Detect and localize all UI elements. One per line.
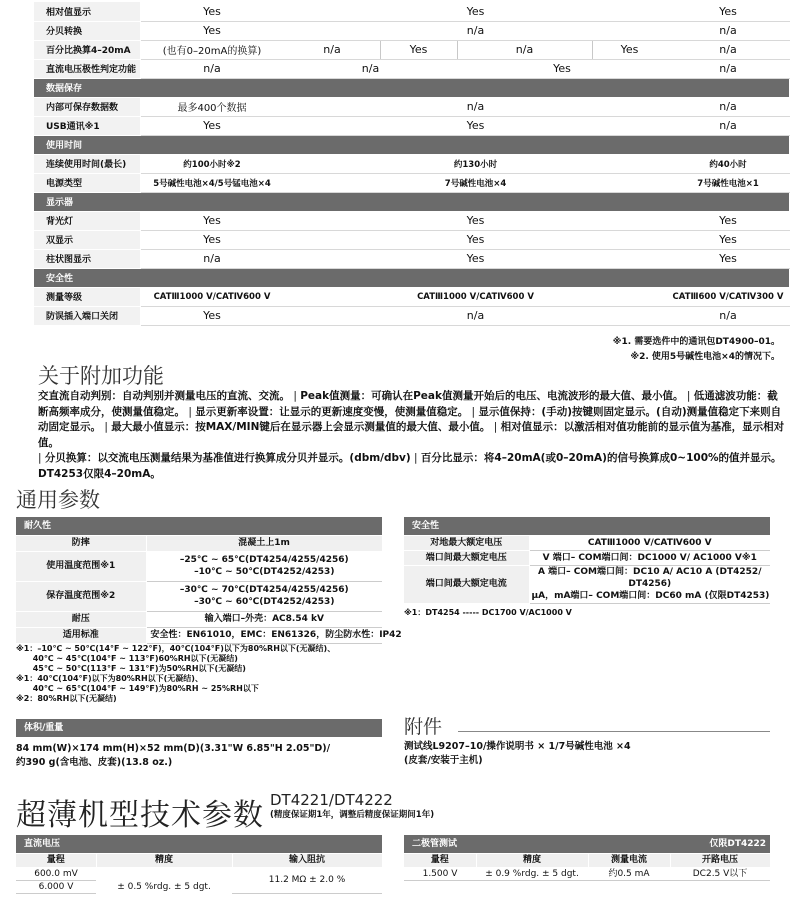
standard-value: 安全性：EN61010，EMC：EN61326，防尘防水性：IP42 — [146, 627, 382, 643]
safety-note: ※1：DT4254 ----- DC1700 V/AC1000 V — [404, 608, 572, 617]
cell: Yes — [140, 2, 284, 21]
dcv-header: 直流电压 — [16, 835, 382, 853]
spec-row-cat — [34, 287, 789, 306]
general-title: 通用参数 — [16, 488, 100, 512]
feature-key: 显示更新率设置 — [195, 405, 269, 418]
feature-desc: ：自动判别并测量电压的直流、交流。 — [111, 390, 290, 402]
dcv-impedance-2 — [232, 893, 382, 899]
size-header: 体积/重量 — [16, 719, 382, 737]
spec-table — [34, 2, 790, 326]
cell: Yes — [667, 249, 789, 268]
features-title: 关于附加功能 — [38, 364, 164, 388]
cell: n/a — [667, 116, 789, 135]
features-text: 交直流自动判别：自动判别并测量电压的直流、交流。 | Peak值测量：可确认在Peak值测量开始后的电压、电流波形的最大值、最小值。 | 低通滤波功能：截断高频率成分，使测量值稳定。 | 显示更新率设置：让显示的更新速度变慢，使测量值稳定。 | 显示值保持：(手动)按键则固定显示。(自动)测量值稳定下来则自动固定显示。 | 最大最小值显示：按MAX/MIN键后在显示器上会显示测量值的最大值、最小值。 | 相对值显示：以激活相对值功能前的显示值为基准，显示相对值。 | 分贝换算：以交流电压测量结果为基准值进行换算成分贝并显示。(dbm/dbv) | 百分比显示：将4–20mA(或0–20mA)的信号换算成0~100%的值并显示。DT4253仅限4–20mA。 — [38, 390, 785, 480]
row-label: 相对值显示 — [34, 2, 140, 21]
cell: n/a — [667, 97, 789, 116]
cell: Yes — [284, 211, 667, 230]
spec-row-memory — [34, 97, 789, 116]
feature-key: 分贝换算 — [44, 452, 87, 464]
spec-row-db — [34, 21, 789, 40]
diode-current: 约0.5 mA — [588, 867, 670, 880]
diode-only: 仅限DT4222 — [588, 835, 770, 853]
spec-row-dual — [34, 230, 789, 249]
row-label: 双显示 — [34, 230, 140, 249]
feature-key: 百分比显示 — [420, 452, 474, 464]
diode-header: 二极管测试 — [404, 835, 588, 853]
cell: n/a — [284, 59, 457, 78]
feature-desc: ：将4–20mA(或0–20mA)的信号换算成0~100%的值并显示。DT4253仅限4–20mA。 — [38, 452, 782, 480]
dcv-accuracy: ± 0.5 %rdg. ± 5 dgt. — [96, 867, 232, 899]
cell: 7号碱性电池×1 — [667, 173, 789, 192]
cell: CATⅢ600 V/CATⅣ300 V — [667, 287, 789, 306]
spec-row-relative — [34, 2, 789, 21]
row-label: 柱状图显示 — [34, 249, 140, 268]
thin-warranty: (精度保证期1年，调整后精度保证期间1年) — [270, 810, 435, 820]
dcv-range-1: 600.0 mV — [16, 867, 96, 880]
dcv-range-3 — [16, 893, 96, 899]
row-label: 测量等级 — [34, 287, 140, 306]
safety-table — [404, 517, 770, 604]
diode-col-cur: 测量电流 — [588, 853, 670, 867]
cell: Yes — [667, 211, 789, 230]
cell: n/a — [140, 59, 284, 78]
accessories-title: 附件 — [404, 716, 443, 738]
safety-header: 安全性 — [404, 517, 770, 535]
cell: Yes — [592, 40, 667, 59]
row-label: USB通讯※1 — [34, 116, 140, 135]
withstand-value: 输入端口–外壳：AC8.54 kV — [146, 611, 382, 627]
cell: Yes — [140, 306, 284, 325]
dcv-col-range: 量程 — [16, 853, 96, 867]
dcv-col-acc: 精度 — [96, 853, 232, 867]
feature-key: 显示值保持 — [478, 405, 531, 418]
dcv-range-2: 6.000 V — [16, 880, 96, 893]
temp-use-label: 使用温度范围※1 — [16, 551, 146, 581]
diode-col-range: 量程 — [404, 853, 476, 867]
dcv-col-imp: 输入阻抗 — [232, 853, 382, 867]
cell: n/a — [284, 97, 667, 116]
feature-desc: ：以激活相对值功能前的显示值为基准，显示相对值。 — [38, 421, 785, 449]
feature-desc: ：(手动)按键则固定显示。(自动)测量值稳定下来则自动固定显示。 — [38, 405, 782, 433]
cell: Yes — [140, 116, 284, 135]
feature-desc: ：可确认在Peak值测量开始后的电压、电流波形的最大值、最小值。 — [360, 390, 684, 402]
temp-use-value: –25℃ ~ 65℃(DT4254/4255/4256) –10℃ ~ 50℃(DT4252/4253) — [146, 551, 382, 581]
feature-desc: ：截断高频率成分，使测量值稳定。 — [38, 390, 778, 418]
spec-note-1: ※1. 需要选件中的通讯包DT4900–01。 — [612, 337, 780, 347]
cell: n/a — [140, 249, 284, 268]
cell: 约100小时※2 — [140, 154, 284, 173]
cell: n/a — [457, 40, 592, 59]
feature-desc: ：按MAX/MIN键后在显示器上会显示测量值的最大值、最小值。 — [184, 421, 491, 433]
cell: 最多400个数据 — [140, 97, 284, 116]
diode-range: 1.500 V — [404, 867, 476, 880]
spec-row-pct — [34, 40, 789, 59]
row-label: 电源类型 — [34, 173, 140, 192]
cell: n/a — [667, 306, 789, 325]
cell: n/a — [284, 306, 667, 325]
section-display: 显示器 — [34, 192, 789, 211]
feature-key: Peak值测量 — [300, 390, 361, 402]
size-line2: 约390 g(含电池、皮套)(13.8 oz.) — [16, 757, 173, 768]
section-runtime: 使用时间 — [34, 135, 789, 154]
durability-footnotes: ※1：–10℃ ~ 50℃(14°F ~ 122°F)，40℃(104°F)以下为80%RH以下(无凝结)、 40℃ ~ 45℃(104°F ~ 113°F)60%RH以下(无凝结) 45℃ ~ 50℃(113°F ~ 131°F)为50%RH以下(无凝结) ※1：40℃(104°F)以下为80%RH以下(无凝结)、 40℃ ~ 65℃(104°F ~ 149°F)为80%RH ~ 25%RH以下 ※2：80%RH以下(无凝结) — [16, 644, 336, 703]
section-data-save: 数据保存 — [34, 78, 789, 97]
cell: (也有0–20mA的换算) — [140, 40, 284, 59]
spec-row-backlight — [34, 211, 789, 230]
section-safety: 安全性 — [34, 268, 789, 287]
cell: Yes — [284, 116, 667, 135]
cell: 5号碱性电池×4/5号锰电池×4 — [140, 173, 284, 192]
feature-key: 交直流自动判别 — [38, 390, 112, 402]
diode-accuracy: ± 0.9 %rdg. ± 5 dgt. — [476, 867, 588, 880]
size-line1: 84 mm(W)×174 mm(H)×52 mm(D)(3.31"W 6.85"H 2.05"D)/ — [16, 743, 331, 754]
cell: 约40小时 — [667, 154, 789, 173]
temp-store-value: –30℃ ~ 70℃(DT4254/4255/4256) –30℃ ~ 60℃(DT4252/4253) — [146, 581, 382, 611]
cell: CATⅢ1000 V/CATⅣ600 V — [284, 287, 667, 306]
safety-r1-value: CATⅢ1000 V/CATⅣ600 V — [529, 535, 770, 550]
spec-row-usb — [34, 116, 789, 135]
cell: Yes — [284, 249, 667, 268]
feature-desc: ：以交流电压测量结果为基准值进行换算成分贝并显示。(dbm/dbv) — [86, 452, 411, 464]
spec-row-shutter — [34, 306, 789, 325]
safety-r2-label: 端口间最大额定电压 — [404, 550, 529, 565]
cell: Yes — [140, 21, 284, 40]
safety-r3-value: A 端口– COM端口间：DC10 A/ AC10 A (DT4252/ DT4256) μA，mA端口– COM端口间：DC60 mA (仅限DT4253) — [529, 565, 770, 603]
accessories-line2: (皮套/安装于主机) — [404, 755, 483, 766]
cell: Yes — [667, 230, 789, 249]
diode-col-volt: 开路电压 — [670, 853, 770, 867]
temp-store-label: 保存温度范围※2 — [16, 581, 146, 611]
safety-r1-label: 对地最大额定电压 — [404, 535, 529, 550]
cell: n/a — [284, 40, 380, 59]
row-label: 内部可保存数据数 — [34, 97, 140, 116]
cell: 7号碱性电池×4 — [284, 173, 667, 192]
durability-header: 耐久性 — [16, 517, 382, 535]
drop-value: 混凝土上1m — [146, 535, 382, 551]
feature-key: 相对值显示 — [500, 421, 554, 433]
thin-model-number: DT4221/DT4222 — [270, 791, 393, 809]
cell: n/a — [667, 59, 789, 78]
row-label: 连续使用时间(最长) — [34, 154, 140, 173]
cell: Yes — [284, 2, 667, 21]
row-label: 防误插入端口关闭 — [34, 306, 140, 325]
durability-table — [16, 517, 402, 644]
row-label: 直流电压极性判定功能 — [34, 59, 140, 78]
drop-label: 防摔 — [16, 535, 146, 551]
spec-row-power — [34, 173, 789, 192]
cell: Yes — [140, 230, 284, 249]
feature-key: 最大最小值显示 — [111, 421, 185, 433]
cell: 约130小时 — [284, 154, 667, 173]
spec-row-runtime — [34, 154, 789, 173]
thin-model-title: 超薄机型技术参数 — [16, 798, 264, 833]
spec-row-polarity — [34, 59, 789, 78]
row-label: 百分比换算4–20mA — [34, 40, 140, 59]
cell: n/a — [667, 21, 789, 40]
cell: Yes — [140, 211, 284, 230]
diode-voltage: DC2.5 V以下 — [670, 867, 770, 880]
cell: CATⅢ1000 V/CATⅣ600 V — [140, 287, 284, 306]
row-label: 分贝转换 — [34, 21, 140, 40]
feature-desc: ：让显示的更新速度变慢，使测量值稳定。 — [268, 405, 469, 418]
cell: Yes — [380, 40, 457, 59]
diode-col-acc: 精度 — [476, 853, 588, 867]
spec-note-2: ※2. 使用5号碱性电池×4的情况下。 — [630, 352, 780, 362]
diode-table — [404, 835, 771, 881]
cell: n/a — [667, 40, 789, 59]
accessories-line1: 测试线L9207–10/操作说明书 × 1/7号碱性电池 ×4 — [404, 741, 631, 752]
row-label: 背光灯 — [34, 211, 140, 230]
dcv-impedance: 11.2 MΩ ± 2.0 % — [232, 867, 382, 893]
cell: n/a — [284, 21, 667, 40]
accessories-rule — [458, 731, 770, 732]
safety-r2-value: V 端口– COM端口间：DC1000 V/ AC1000 V※1 — [529, 550, 770, 565]
cell: Yes — [284, 230, 667, 249]
withstand-label: 耐压 — [16, 611, 146, 627]
spec-row-bargraph — [34, 249, 789, 268]
feature-key: 低通滤波功能 — [693, 390, 757, 402]
safety-r3-label: 端口间最大额定电流 — [404, 565, 529, 603]
cell: Yes — [667, 2, 789, 21]
standard-label: 适用标准 — [16, 627, 146, 643]
cell: Yes — [457, 59, 667, 78]
dcv-table — [16, 835, 383, 899]
